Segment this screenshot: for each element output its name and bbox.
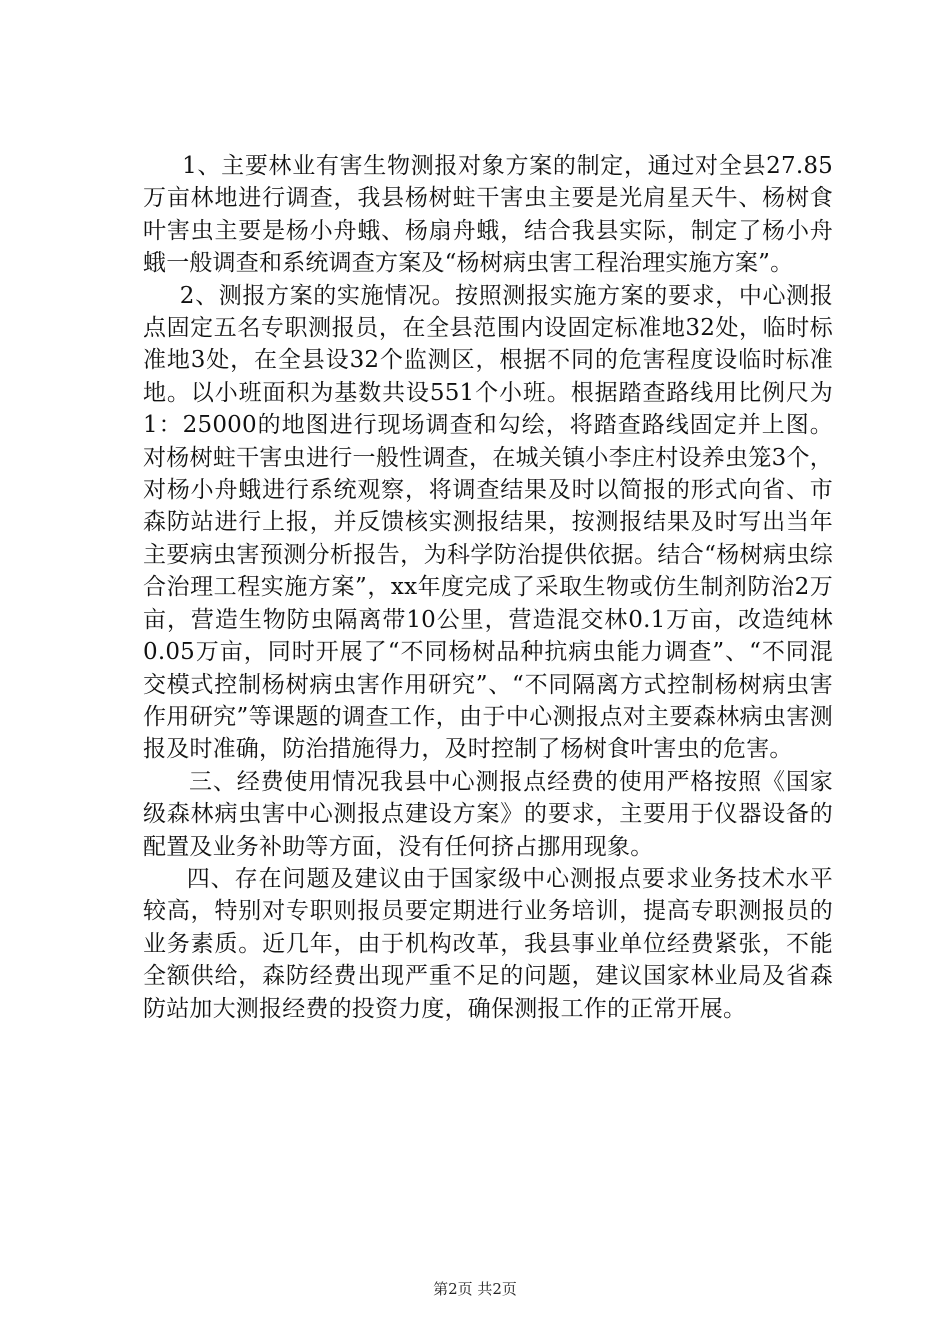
page-footer: 第2页 共2页 (433, 1280, 517, 1298)
paragraph-plan-implementation: 2、测报方案的实施情况。按照测报实施方案的要求，中心测报点固定五名专职测报员，在全县范围内设固定标准地32处，临时标准地3处，在全县设32个监测区，根据不同的危害程度设临时标准地。以小班面积为基数共设551个小班。根据踏查路线用比例尺为1：25000的地图进行现场调查和勾绘，将踏查路线固定并上图。对杨树蛀干害虫进行一般性调查，在城关镇小李庄村设养虫笼3个，对杨小舟蛾进行系统观察，将调查结果及时以简报的形式向省、市森防站进行上报，并反馈核实测报结果，按测报结果及时写出当年主要病虫害预测分析报告，为科学防治提供依据。结合“杨树病虫综合治理工程实施方案”，xx年度完成了采取生物或仿生制剂防治2万亩，营造生物防虫隔离带10公里，营造混交林0.1万亩，改造纯林0.05万亩，同时开展了“不同杨树品种抗病虫能力调查”、“不同混交模式控制杨树病虫害作用研究”、“不同隔离方式控制杨树病虫害作用研究”等课题的调查工作，由于中心测报点对主要森林病虫害测报及时准确，防治措施得力，及时控制了杨树食叶害虫的危害。 (143, 282, 833, 763)
document-body (143, 150, 833, 1025)
paragraph-forecast-plan: 1、主要林业有害生物测报对象方案的制定，通过对全县27.85万亩林地进行调查，我县杨树蛀干害虫主要是光肩星天牛、杨树食叶害虫主要是杨小舟蛾、杨扇舟蛾，结合我县实际，制定了杨小舟蛾一般调查和系统调查方案及“杨树病虫害工程治理实施方案”。 (143, 153, 833, 277)
paragraph-issues-suggestions: 四、存在问题及建议由于国家级中心测报点要求业务技术水平较高，特别对专职则报员要定期进行业务培训，提高专职测报员的业务素质。近几年，由于机构改革，我县事业单位经费紧张，不能全额供给，森防经费出现严重不足的问题，建议国家林业局及省森防站加大测报经费的投资力度，确保测报工作的正常开展。 (143, 865, 833, 1022)
paragraph-funding-usage: 三、经费使用情况我县中心测报点经费的使用严格按照《国家级森林病虫害中心测报点建设方案》的要求，主要用于仪器设备的配置及业务补助等方面，没有任何挤占挪用现象。 (143, 768, 833, 860)
